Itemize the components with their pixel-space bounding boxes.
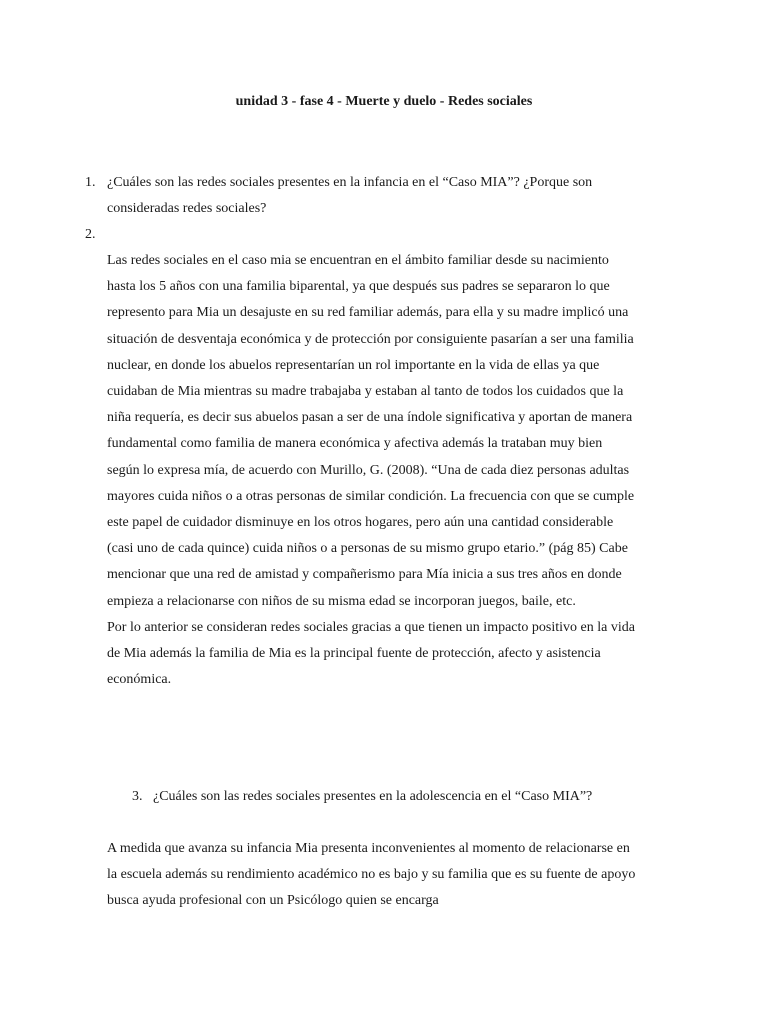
item-3-number: 3. — [132, 789, 143, 804]
item-3-text: ¿Cuáles son las redes sociales presentes en la adolescencia en el “Caso MIA”? — [153, 789, 593, 804]
answer-3 — [107, 836, 637, 915]
answer-3-paragraph-1: A medida que avanza su infancia Mia presenta inconvenientes al momento de relacionarse en la escuela además su rendimiento académico no es bajo y su familia que es su fuente de apoyo busca ayuda profesional con un Psicólogo quien se encarga — [107, 841, 636, 909]
answer-1-paragraph-2: Por lo anterior se consideran redes sociales gracias a que tienen un impacto positivo en la vida de Mia además la familia de Mia es la principal fuente de protección, afecto y asistencia económica. — [107, 619, 635, 688]
answer-1 — [107, 248, 637, 693]
answer-1-paragraph-1: Las redes sociales en el caso mia se encuentran en el ámbito familiar desde su nacimiento hasta los 5 años con una familia biparental, ya que después sus padres se separaron lo que represento para Mia un desajuste en su red familiar además, para ella y su madre implicó una situación de desventaja económica y de protección por consiguiente pasarían a ser una familia nuclear, en donde los abuelos representarían un rol importante en la vida de ellas ya que cuidaban de Mia mientras su madre trabajaba y estaban al tanto de todos los cuidados que la niña requería, es decir sus abuelos pasan a ser de una índole significativa y aportan de manera fundamental como familia de manera económica y afectiva además la trataban muy bien según lo expresa mía, de acuerdo con Murillo, G. (2008). “Una de cada diez personas adultas mayores cuida niños o a otras personas de similar condición. La frecuencia con que se cumple este papel de cuidador disminuye en los otros hogares, pero aún una cantidad considerable (casi uno de cada quince) cuida niños o a personas de su mismo grupo etario.” (pág 85) Cabe mencionar que una red de amistad y compañerismo para Mía inicia a sus tres años en donde empieza a relacionarse con niños de su misma edad se incorporan juegos, baile, etc. — [107, 253, 635, 609]
document-title: unidad 3 - fase 4 - Muerte y duelo - Redes sociales — [235, 94, 533, 109]
item-1-question — [107, 170, 637, 222]
item-1-text: ¿Cuáles son las redes sociales presentes en la infancia en el “Caso MIA”? ¿Porque son consideradas redes sociales? — [107, 175, 593, 217]
item-3-question — [132, 784, 592, 810]
item-2-number: 2. — [85, 227, 96, 242]
item-1-number: 1. — [85, 175, 96, 190]
